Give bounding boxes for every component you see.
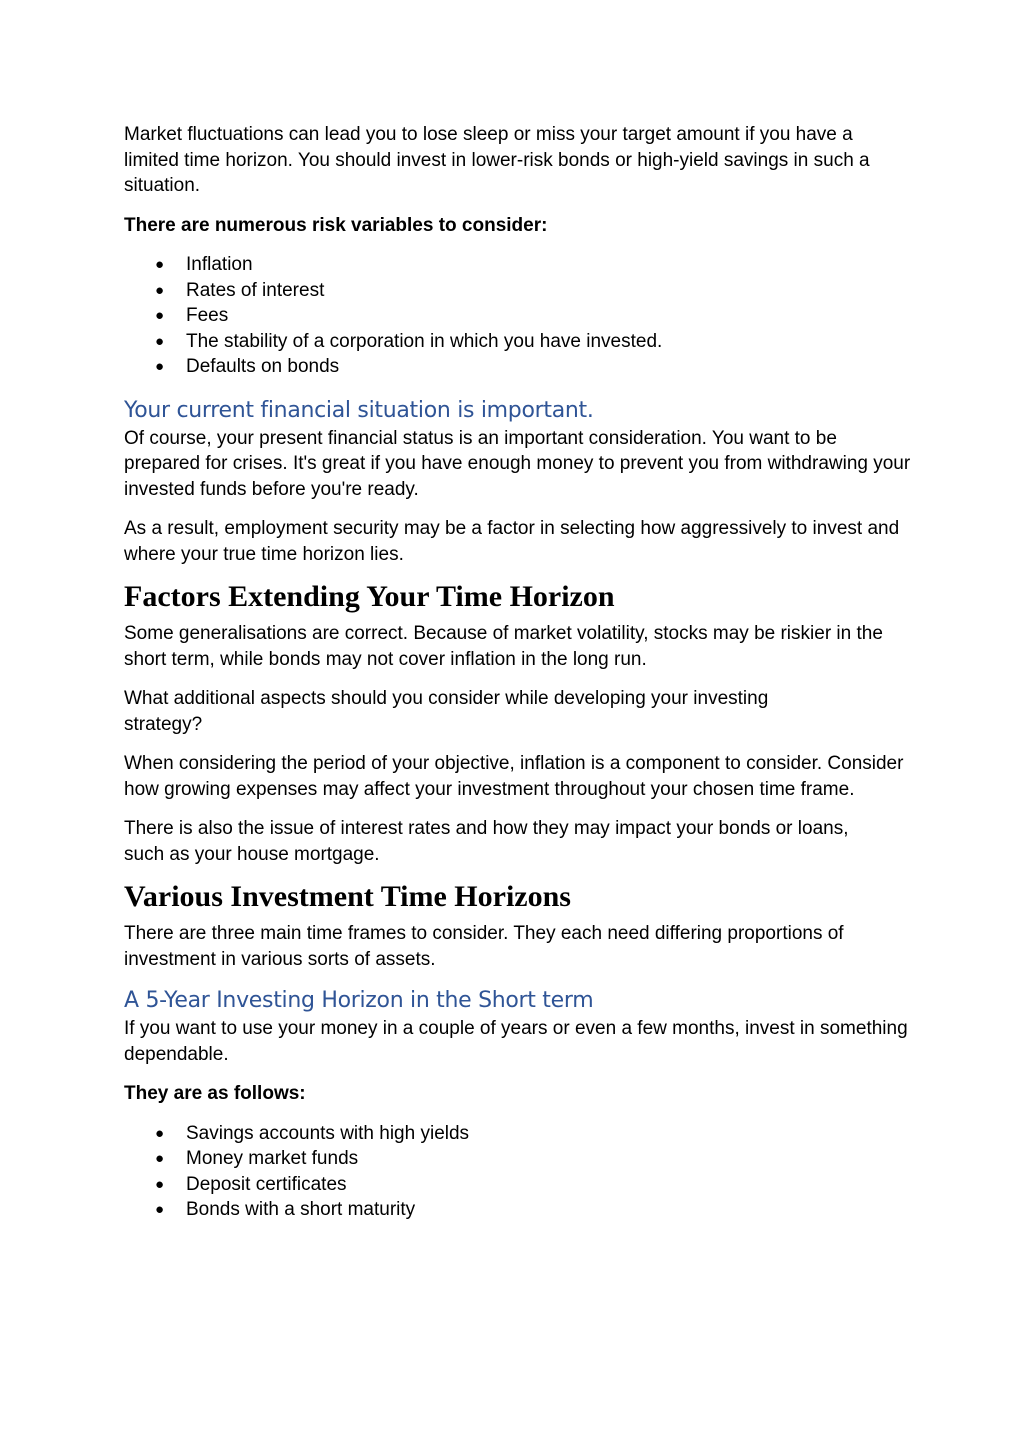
bullet-icon: ● — [155, 256, 165, 273]
paragraph-dependable: If you want to use your money in a couple of years or even a few months, invest in something dependable. — [124, 1018, 908, 1065]
bullet-icon: ● — [155, 358, 165, 375]
list-item: ● Money market funds — [124, 1146, 914, 1172]
list-item: ● Fees — [124, 303, 914, 329]
paragraph-market-fluctuations: Market fluctuations can lead you to lose sleep or miss your target amount if you have a limited time horizon. You should invest in lower-risk bonds or high-yield savings in such a situation. — [124, 124, 870, 196]
bullet-icon: ● — [155, 1124, 165, 1142]
heading-short-term: A 5-Year Investing Horizon in the Short term — [124, 988, 594, 1013]
bullet-icon: ● — [155, 332, 165, 350]
risk-variables-list — [124, 252, 914, 380]
heading-financial-situation: Your current financial situation is important. — [124, 397, 594, 423]
bullet-icon: ● — [155, 307, 165, 324]
list-item: ● Defaults on bonds — [124, 354, 914, 380]
document-page — [124, 122, 914, 1223]
list-item: ● The stability of a corporation in which you have invested. — [124, 329, 914, 355]
list-item: ● Inflation — [124, 252, 914, 278]
paragraph-generalisations: Some generalisations are correct. Because of market volatility, stocks may be riskier in the short term, while bonds may not cover inflation in the long run. — [124, 623, 883, 670]
follows-intro: They are as follows: — [124, 1083, 306, 1104]
paragraph-inflation-component: When considering the period of your objective, inflation is a component to consider. Consider how growing expenses may affect your investment throughout your chosen time frame. — [124, 753, 904, 800]
risk-variables-intro: There are numerous risk variables to consider: — [124, 214, 548, 236]
list-item: ● Savings accounts with high yields — [124, 1121, 914, 1147]
paragraph-employment-security: As a result, employment security may be a factor in selecting how aggressively to invest and where your true time horizon lies. — [124, 518, 900, 565]
list-item: ● Deposit certificates — [124, 1172, 914, 1198]
heading-various-horizons: Various Investment Time Horizons — [124, 880, 571, 913]
bullet-icon: ● — [155, 1201, 165, 1218]
heading-factors-extending: Factors Extending Your Time Horizon — [124, 580, 615, 613]
bullet-icon: ● — [155, 1175, 165, 1193]
list-item: ● Bonds with a short maturity — [124, 1197, 914, 1223]
short-term-options-list — [124, 1121, 914, 1223]
paragraph-three-time-frames: There are three main time frames to consider. They each need differing proportions of investment in various sorts of assets. — [124, 923, 844, 970]
bullet-icon: ● — [155, 281, 165, 299]
paragraph-interest-rates: There is also the issue of interest rates and how they may impact your bonds or loans, such as your house mortgage. — [124, 818, 849, 865]
paragraph-additional-aspects: What additional aspects should you consider while developing your investing strategy? — [124, 688, 769, 735]
bullet-icon: ● — [155, 1150, 165, 1167]
paragraph-financial-status: Of course, your present financial status is an important consideration. You want to be prepared for crises. It's great if you have enough money to prevent you from withdrawing your invested funds before you're ready. — [124, 427, 911, 500]
list-item: ● Rates of interest — [124, 278, 914, 304]
